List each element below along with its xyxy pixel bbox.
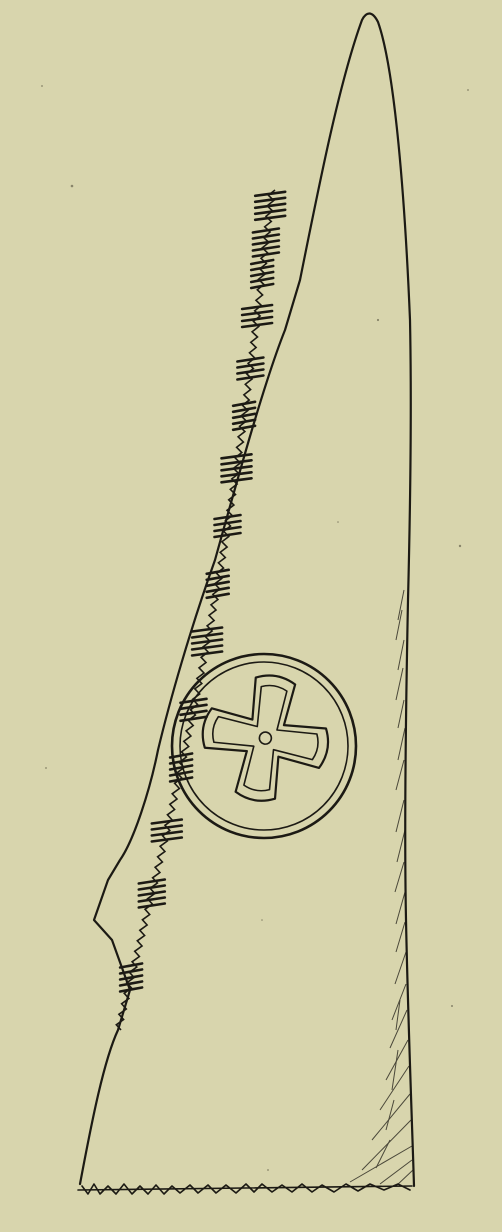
ogham-letter-group	[242, 305, 272, 327]
ogham-stroke	[253, 253, 279, 257]
edge-shading	[350, 590, 413, 1186]
ogham-stroke	[152, 820, 182, 824]
ogham-stroke	[255, 192, 285, 196]
ogham-stroke	[242, 311, 272, 315]
cross-center-hole	[258, 731, 272, 745]
ogham-letter-group	[215, 515, 241, 537]
ogham-stroke	[255, 216, 285, 220]
stone-outline	[80, 14, 414, 1187]
ogham-stroke	[242, 323, 272, 327]
ogham-stroke	[233, 402, 255, 406]
ogham-stroke	[139, 898, 165, 902]
paper-specks	[41, 85, 469, 1171]
ogham-stroke	[251, 278, 273, 282]
ogham-stroke	[251, 284, 273, 288]
cross-inner-outline	[204, 677, 327, 800]
ogham-stroke	[192, 646, 222, 650]
ogham-stroke	[215, 521, 241, 525]
ogham-inscription	[116, 190, 285, 1030]
ground-line	[78, 1184, 412, 1194]
ogham-stroke	[207, 594, 229, 598]
ogham-stroke	[253, 247, 279, 251]
cross-in-circle	[172, 654, 356, 838]
ogham-stroke	[253, 229, 279, 233]
ogham-stroke	[170, 772, 192, 776]
ogham-stroke	[192, 628, 222, 632]
ogham-stroke	[215, 533, 241, 537]
ogham-stroke	[233, 408, 255, 412]
ogham-stroke	[237, 364, 263, 368]
ogham-stroke	[222, 460, 252, 464]
ogham-stroke	[255, 198, 285, 202]
ogham-stroke	[181, 711, 207, 715]
ogham-stroke	[251, 260, 273, 264]
ogham-stroke	[139, 880, 165, 884]
ogham-stemline	[116, 190, 275, 1030]
ogham-letter-group	[237, 358, 263, 380]
ogham-stroke	[237, 376, 263, 380]
ogham-letter-group	[152, 820, 182, 842]
ogham-stroke	[120, 964, 142, 968]
cross-outer-outline	[192, 665, 338, 811]
ogham-stroke	[120, 982, 142, 986]
